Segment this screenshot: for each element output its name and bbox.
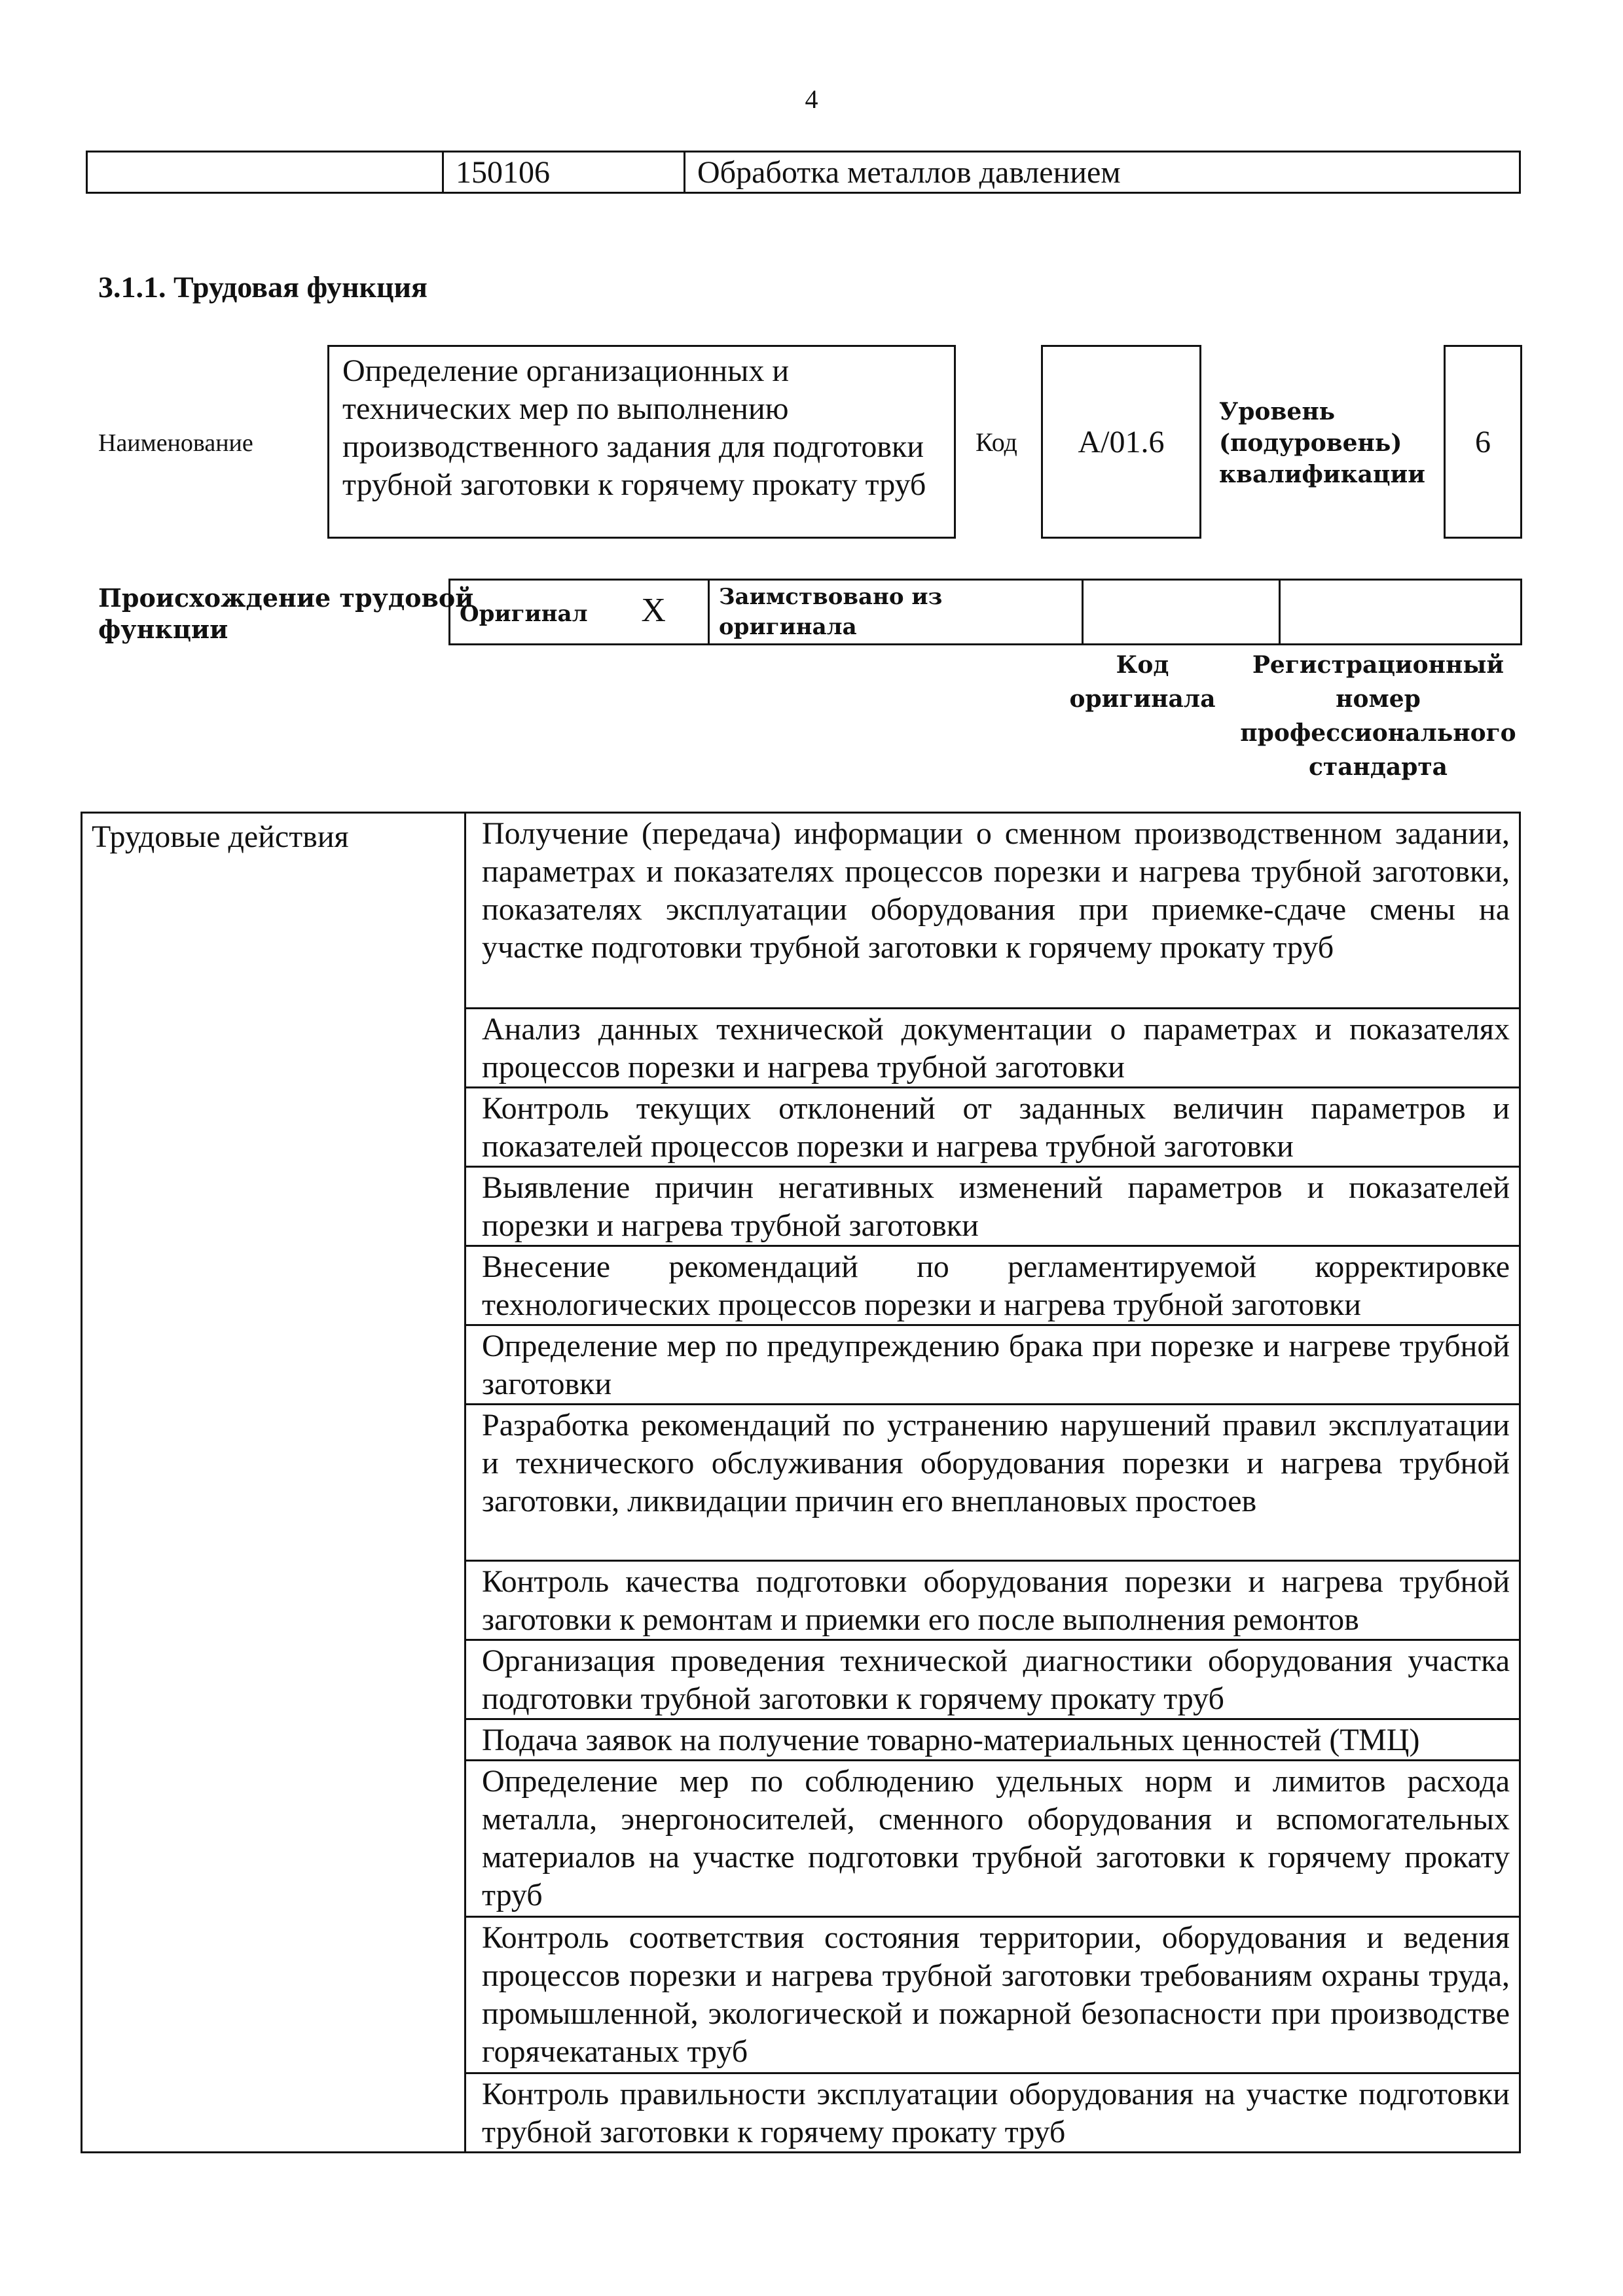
function-code-label: Код (976, 427, 1017, 457)
labor-action-item: Определение мер по соблюдению удельных норм и лимитов расхода металла, энергоносителей, сменного оборудования и вспомогательных материалов на участке подготовки трубной заготовки к горячему прокату труб (465, 1761, 1520, 1917)
qualification-level-label-line-1: Уровень (1219, 398, 1336, 425)
origin-borrowed-cell (709, 580, 1083, 645)
registration-number-caption (1234, 648, 1522, 784)
labor-action-item: Анализ данных технической документации о параметрах и показателях процессов порезки и нагрева трубной заготовки (465, 1009, 1520, 1088)
qualification-level-label-line-2: (подуровень) (1219, 429, 1402, 457)
code-row-code-cell: 150106 (443, 152, 685, 193)
code-row-table (86, 151, 1521, 194)
labor-action-item: Организация проведения технической диагностики оборудования участка подготовки трубной заготовки к горячему прокату труб (465, 1640, 1520, 1719)
page-number: 4 (805, 84, 818, 114)
registration-number-caption-line-4: стандарта (1308, 753, 1448, 781)
section-title: 3.1.1. Трудовая функция (98, 270, 428, 304)
origin-reg-number-cell (1280, 580, 1522, 645)
function-name-value: Определение организационных и технических мер по выполнению производственного задания для подготовки трубной заготовки к горячему прокату труб (327, 345, 956, 539)
original-code-caption-line-1: Код (1116, 651, 1169, 679)
labor-actions-body (82, 813, 1520, 2153)
origin-code-cell (1083, 580, 1280, 645)
labor-actions-table (81, 812, 1521, 2153)
labor-action-item: Внесение рекомендаций по регламентируемой корректировке технологических процессов порезки и нагрева трубной заготовки (465, 1246, 1520, 1325)
origin-label-line-2: функции (98, 615, 228, 644)
origin-original-cell (450, 580, 709, 645)
origin-label (98, 583, 473, 645)
labor-action-item: Контроль качества подготовки оборудования порезки и нагрева трубной заготовки к ремонтам и приемки его после выполнения ремонтов (465, 1561, 1520, 1640)
labor-action-item: Контроль соответствия состояния территории, оборудования и ведения процессов порезки и нагрева трубной заготовки требованиям охраны труда, промышленной, экологической и пожарной безопасности при производстве горячекатаных труб (465, 1917, 1520, 2073)
function-code-value: A/01.6 (1041, 345, 1201, 539)
registration-number-caption-line-1: Регистрационный (1252, 651, 1504, 679)
code-row-empty-cell (87, 152, 443, 193)
labor-action-item: Контроль правильности эксплуатации оборудования на участке подготовки трубной заготовки к горячему прокату труб (465, 2073, 1520, 2153)
registration-number-caption-line-3: профессионального (1240, 719, 1516, 747)
labor-action-item: Определение мер по предупреждению брака при порезке и нагреве трубной заготовки (465, 1325, 1520, 1405)
origin-label-line-1: Происхождение трудовой (98, 583, 474, 613)
labor-action-item: Разработка рекомендаций по устранению нарушений правил эксплуатации и технического обслуживания оборудования порезки и нагрева трубной заготовки, ликвидации причин его внеплановых простоев (465, 1405, 1520, 1561)
qualification-level-label (1219, 396, 1425, 490)
registration-number-caption-line-2: номер (1336, 685, 1421, 713)
origin-borrowed-label-line-2: оригинала (719, 614, 857, 640)
code-row-name-cell: Обработка металлов давлением (685, 152, 1520, 193)
origin-borrowed-label-line-1: Заимствовано из (719, 584, 943, 610)
qualification-level-label-line-3: квалификации (1219, 461, 1425, 488)
origin-table (448, 579, 1522, 645)
labor-action-item: Контроль текущих отклонений от заданных величин параметров и показателей процессов порезки и нагрева трубной заготовки (465, 1088, 1520, 1167)
original-code-caption-line-2: оригинала (1069, 685, 1216, 713)
labor-action-item: Получение (передача) информации о сменном производственном задании, параметрах и показателях процессов порезки и нагрева трубной заготовки, показателях эксплуатации оборудования при приемке-сдаче смены на участке подготовки трубной заготовки к горячему прокату труб (465, 813, 1520, 1009)
qualification-level-value: 6 (1444, 345, 1522, 539)
origin-original-mark: X (641, 591, 666, 629)
labor-action-item: Выявление причин негативных изменений параметров и показателей порезки и нагрева трубной заготовки (465, 1167, 1520, 1246)
function-name-label: Наименование (98, 429, 253, 457)
labor-action-row (82, 813, 1520, 1009)
labor-action-item: Подача заявок на получение товарно-материальных ценностей (ТМЦ) (465, 1719, 1520, 1761)
origin-original-label: Оригинал (460, 600, 588, 627)
original-code-caption (1051, 648, 1234, 716)
labor-actions-label: Трудовые действия (82, 813, 465, 2153)
